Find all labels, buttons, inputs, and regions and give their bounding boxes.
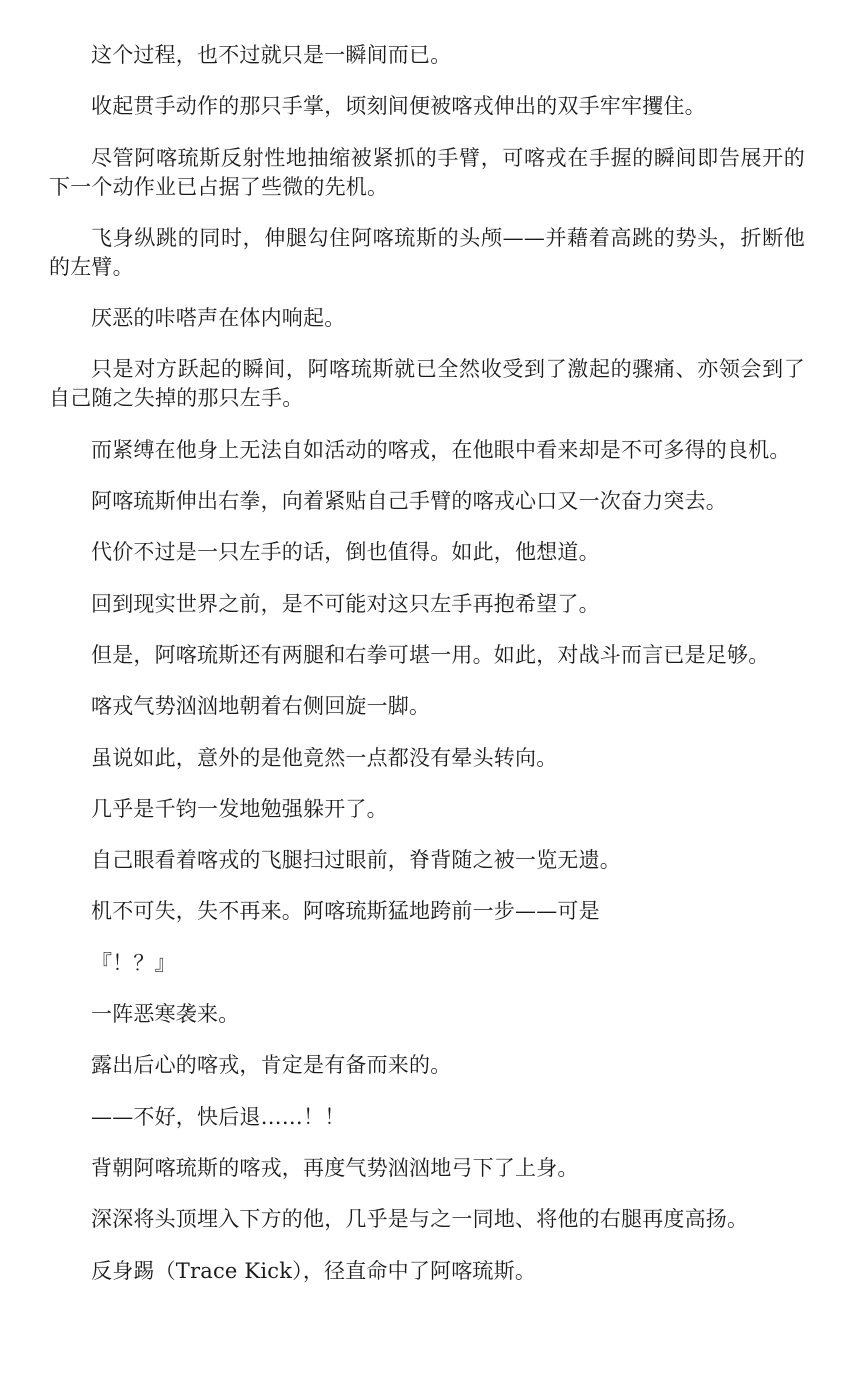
paragraph: 而紧缚在他身上无法自如活动的喀戎，在他眼中看来却是不可多得的良机。 — [91, 437, 791, 462]
paragraph: 回到现实世界之前，是不可能对这只左手再抱希望了。 — [91, 591, 600, 616]
paragraph: 几乎是千钧一发地勉强躲开了。 — [91, 796, 388, 821]
paragraph: 『！？』 — [91, 950, 176, 975]
paragraph: 虽说如此，意外的是他竟然一点都没有晕头转向。 — [91, 745, 558, 770]
paragraph: 喀戎气势汹汹地朝着右侧回旋一脚。 — [91, 694, 431, 719]
paragraph: 一阵恶寒袭来。 — [91, 1002, 240, 1027]
paragraph: 背朝阿喀琉斯的喀戎，再度气势汹汹地弓下了上身。 — [91, 1155, 579, 1180]
paragraph: 但是，阿喀琉斯还有两腿和右拳可堪一用。如此，对战斗而言已是足够。 — [91, 642, 770, 667]
document-page — [49, 41, 805, 1308]
paragraph: 露出后心的喀戎，肯定是有备而来的。 — [91, 1053, 452, 1078]
paragraph: 机不可失，失不再来。阿喀琉斯猛地跨前一步——可是 — [91, 899, 600, 924]
paragraph: ——不好，快后退……！！ — [91, 1104, 346, 1129]
paragraph: 厌恶的咔嗒声在体内响起。 — [91, 306, 346, 331]
paragraph: 自己眼看着喀戎的飞腿扫过眼前，脊背随之被一览无遗。 — [91, 848, 621, 873]
paragraph: 代价不过是一只左手的话，倒也值得。如此，他想道。 — [91, 540, 600, 565]
paragraph: 尽管阿喀琉斯反射性地抽缩被紧抓的手臂，可喀戎在手握的瞬间即告展开的下一个动作业已占据了些微的先机。 — [49, 145, 805, 199]
paragraph: 飞身纵跳的同时，伸腿勾住阿喀琉斯的头颅——并藉着高跳的势头，折断他的左臂。 — [49, 225, 805, 279]
paragraph: 只是对方跃起的瞬间，阿喀琉斯就已全然收受到了激起的骤痛、亦领会到了自己随之失掉的那只左手。 — [49, 357, 805, 411]
paragraph: 收起贯手动作的那只手掌，顷刻间便被喀戎伸出的双手牢牢攫住。 — [91, 94, 706, 119]
paragraph: 这个过程，也不过就只是一瞬间而已。 — [91, 43, 452, 67]
paragraph: 反身踢（Trace Kick），径直命中了阿喀琉斯。 — [91, 1258, 537, 1283]
paragraph: 深深将头顶埋入下方的他，几乎是与之一同地、将他的右腿再度高扬。 — [91, 1207, 749, 1232]
paragraph: 阿喀琉斯伸出右拳，向着紧贴自己手臂的喀戎心口又一次奋力突去。 — [91, 489, 727, 514]
